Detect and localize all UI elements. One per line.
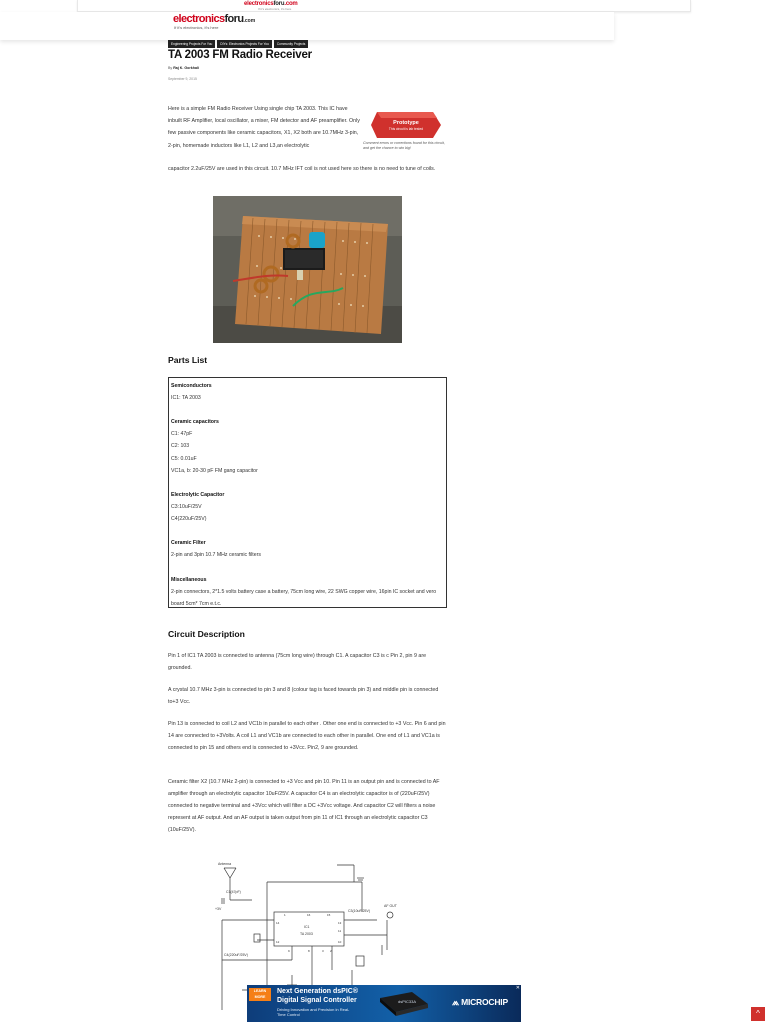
parts-item: 2-pin and 3pin 10.7 MHz ceramic filters xyxy=(171,552,261,559)
prototype-badge-icon[interactable] xyxy=(371,112,441,138)
prototype-caption: Comment errors or corrections found for this circuit, and get the chance to win big! xyxy=(363,141,445,150)
schematic-af-out-label: AF OUT xyxy=(384,904,397,908)
publish-date: September 9, 2015 xyxy=(168,77,197,81)
top-ad-strip[interactable] xyxy=(77,0,691,12)
author-link[interactable]: Raj K. Gorkhali xyxy=(173,66,199,70)
site-tagline: If it's electronics, it's here xyxy=(174,25,219,30)
schematic-antenna-label: Antenna xyxy=(218,862,232,866)
microchip-logo: ⩕ MICROCHIP xyxy=(452,997,508,1007)
category-tag[interactable]: Engineering Projects For You xyxy=(168,40,215,48)
parts-group-title: Ceramic capacitors xyxy=(171,419,219,426)
schematic-vcc-label: +3V xyxy=(215,907,222,911)
schematic-pin-label: 8 xyxy=(308,949,310,953)
ad-subtext: Driving Innovation and Precision in Real-Time Control xyxy=(277,1007,350,1017)
schematic-pin-label: 11 xyxy=(338,929,342,933)
parts-item: C4(220uF/25V) xyxy=(171,516,207,523)
circuit-description-heading: Circuit Description xyxy=(168,629,245,639)
parts-item: C2: 103 xyxy=(171,443,190,450)
prototype-badge-sub: This circuit is lab tested xyxy=(388,127,424,131)
schematic-ic-part: TA 2003 xyxy=(300,932,313,936)
parts-item: C5: 0.01uF xyxy=(171,455,197,462)
schematic-pin-label: 2 xyxy=(330,949,332,953)
schematic-c4-label: C4(220uF/25V) xyxy=(224,953,248,957)
parts-list-heading: Parts List xyxy=(168,355,208,365)
site-header xyxy=(0,12,614,40)
mini-tagline: If it's electronics, it's here xyxy=(258,7,292,11)
category-tag[interactable]: DIYs: Electronics Projects For You xyxy=(217,40,272,48)
bottom-ad-banner[interactable] xyxy=(247,985,521,1022)
microchip-m-icon: ⩕ xyxy=(452,997,459,1007)
byline: By Raj K. Gorkhali xyxy=(168,66,199,70)
circuit-paragraph: A crystal 10.7 MHz 3-pin is connected to pin 3 and 8 (colour tag is faced towards pin 3) and middle pin is connected to+3 Vcc. xyxy=(168,687,439,705)
circuit-paragraph: Ceramic filter X2 (10.7 MHz 2-pin) is connected to +3 Vcc and pin 10. Pin 11 is an output pin and is connected to AF amplifier through an electrolytic capacitor 10uF/25V. A capacitor C4 is an electrolytic capacitor is of (220uF/25V) connected to negative terminal and +3Vcc which will filter a DC +3Vcc voltage. And capacitor C2 will filters a noise represent at AF output. And an AF output is taken output from pin 11 of IC1 through an electrolytic capacitor C3 (10uF/25V). xyxy=(168,779,440,833)
circuit-paragraph: Pin 13 is connected to coil L2 and VC1b in parallel to each other . Other one end is connected to +3 Vcc. Pin 6 and pin 14 are connected to +3Volts. A coil L1 and VC1b are connected to each other in parallel. One end of L1 and VC1a is connected to pin 15 and others end is connected to +3Vcc. Pin2, 9 are grounded. xyxy=(168,721,446,751)
learn-more-button[interactable]: LEARN MORE xyxy=(249,988,271,1001)
circuit-board-photo xyxy=(213,196,402,343)
schematic-pin-label: 9 xyxy=(288,949,290,953)
parts-item: IC1: TA 2003 xyxy=(171,395,201,401)
page-title: TA 2003 FM Radio Receiver xyxy=(168,49,312,61)
circuit-paragraph: Pin 1 of IC1 TA 2003 is connected to antenna (75cm long wire) through C1. A capacitor C3 is c Pin 2, pin 9 are grounded. xyxy=(168,653,427,671)
parts-item: VC1a, b: 20-30 pF FM gang capacitor xyxy=(171,467,258,474)
scroll-to-top-button[interactable] xyxy=(751,1007,765,1021)
parts-item: C1: 47pF xyxy=(171,431,193,438)
schematic-pin-label: 15 xyxy=(327,913,331,917)
parts-group-title: Semiconductors xyxy=(171,383,212,389)
parts-group-title: Ceramic Filter xyxy=(171,540,206,547)
prototype-badge-title: Prototype xyxy=(393,120,419,126)
schematic-pin-label: 13 xyxy=(338,921,342,925)
schematic-pin-label: 12 xyxy=(276,940,280,944)
schematic-pin-label: 1 xyxy=(284,913,286,917)
schematic-pin-label: 16 xyxy=(307,913,311,917)
parts-item: 2-pin connectors, 2*1.5 volts battery case a battery, 75cm long wire, 22 SWG copper wire, 16pin IC socket and vero board 5cm* 7cm e.t.c. xyxy=(171,588,437,607)
close-icon[interactable]: ✕ xyxy=(515,985,520,991)
ad-headline-2: Digital Signal Controller xyxy=(277,997,357,1004)
chip-icon xyxy=(372,988,432,1020)
parts-group-title: Miscellaneous xyxy=(171,576,207,583)
chevron-up-icon: ^ xyxy=(756,1009,760,1018)
mini-logo[interactable]: electronicsforu.com xyxy=(244,1,298,7)
schematic-c1-label: C1(47pF) xyxy=(226,890,241,894)
intro-paragraph-continued: capacitor 2.2uF/25V are used in this circuit. 10.7 MHz IFT coil is not used here so there is no need to tune of coils. xyxy=(168,166,436,172)
schematic-pin-label: 10 xyxy=(338,940,342,944)
parts-list-box xyxy=(168,377,447,608)
intro-paragraph: Here is a simple FM Radio Receiver Using single chip TA 2003. This IC have inbuilt RF Amplifier, local oscillator, a mixer, FM detector and AF preamplifier. Only few passive components like ceramic capacitors, X1, X2 both are 10.7MHz 3-pin, 2-pin, homemade inductors like L1, L2 and L3,an electrolytic xyxy=(168,106,360,149)
schematic-pin-label: 3 xyxy=(322,949,324,953)
chip-label: dsPIC33A xyxy=(398,999,417,1004)
ad-headline-1: Next Generation dsPIC® xyxy=(277,988,359,995)
site-logo[interactable]: electronicsforu.com xyxy=(173,13,256,25)
schematic-pin-label: 14 xyxy=(276,921,280,925)
category-tag[interactable]: Community Projects xyxy=(274,40,309,48)
parts-group-title: Electrolytic Capacitor xyxy=(171,492,225,499)
schematic-c3-label: C3(10uF/25V) xyxy=(348,909,370,913)
parts-item: C3:10uF/25V xyxy=(171,504,202,511)
category-tags xyxy=(168,40,308,48)
schematic-ic-label: IC1 xyxy=(304,925,310,929)
